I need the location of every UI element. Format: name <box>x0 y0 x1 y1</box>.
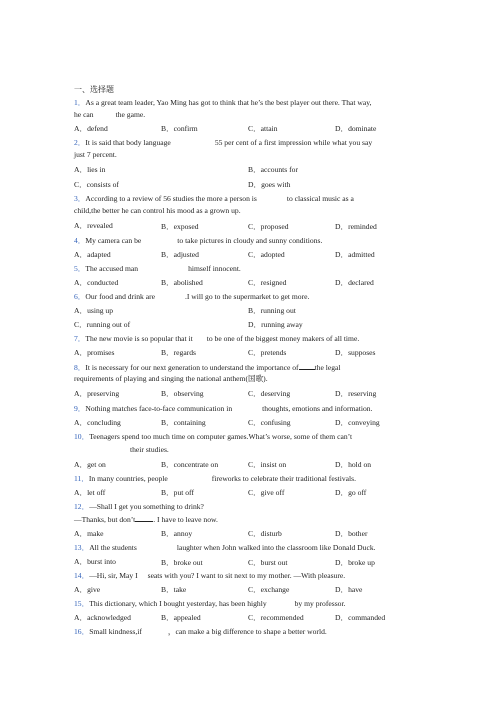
option-b[interactable]: B．concentrate on <box>161 460 219 469</box>
option-a[interactable]: A．lies in <box>74 165 106 174</box>
question-4 <box>74 236 322 245</box>
question-12-cont <box>74 514 218 524</box>
question-number: 5． <box>74 264 86 273</box>
question-number: 14． <box>74 571 90 580</box>
option-a[interactable]: A．using up <box>74 306 114 315</box>
option-c[interactable]: C．resigned <box>248 278 287 287</box>
stem-part: to classical music as a <box>286 194 354 203</box>
option-b[interactable]: B．take <box>161 585 187 594</box>
stem-part: the legal <box>314 363 341 372</box>
option-b[interactable]: B．running out <box>248 306 296 315</box>
question-stem: The new movie is so popular that it <box>85 334 193 343</box>
question-9 <box>74 404 372 413</box>
option-c[interactable]: C．disturb <box>248 529 282 538</box>
option-b[interactable]: B．broke out <box>161 558 203 567</box>
stem-part: . I have to leave now. <box>153 515 218 524</box>
option-d[interactable]: D．bother <box>335 529 368 538</box>
option-c[interactable]: C．insist on <box>248 460 287 469</box>
option-b[interactable]: B．exposed <box>161 222 199 231</box>
option-d[interactable]: D．declared <box>335 278 374 287</box>
question-stem: My camera can be <box>85 236 142 245</box>
stem-part: laughter when John walked into the classroom like Donald Duck. <box>176 543 376 552</box>
option-c[interactable]: C．pretends <box>248 348 287 357</box>
question-stem: Small kindness,if <box>89 627 142 636</box>
question-stem: As a great team leader, Yao Ming has got to think that he’s the best player out there. That way, <box>85 98 372 107</box>
question-11 <box>74 474 356 483</box>
option-c[interactable]: C．adopted <box>248 250 285 259</box>
question-13 <box>74 543 376 552</box>
option-a[interactable]: A．promises <box>74 348 115 357</box>
option-c[interactable]: C．give off <box>248 488 285 497</box>
question-number: 9． <box>74 404 86 413</box>
question-stem: —Hi, sir, May I <box>89 571 138 580</box>
stem-part: fireworks to celebrate their traditional festivals. <box>211 474 357 483</box>
answer-blank[interactable] <box>299 362 315 370</box>
question-5 <box>74 264 241 273</box>
option-c[interactable]: C．running out of <box>74 320 131 329</box>
question-8-cont: requirements of playing and singing the national anthem(国歌). <box>74 374 268 383</box>
option-b[interactable]: B．appealed <box>161 613 201 622</box>
option-a[interactable]: A．preserving <box>74 389 120 398</box>
question-stem: Nothing matches face-to-face communication in <box>85 404 233 413</box>
option-d[interactable]: D．hold on <box>335 460 372 469</box>
option-b[interactable]: B．abolished <box>161 278 203 287</box>
option-b[interactable]: B．regards <box>161 348 197 357</box>
option-d[interactable]: D．reminded <box>335 222 377 231</box>
stem-part: himself innocent. <box>188 264 241 273</box>
option-d[interactable]: D．reserving <box>335 389 377 398</box>
option-b[interactable]: B．containing <box>161 418 206 427</box>
question-stem: Teenagers spend too much time on computer games.What’s worse, some of them can’t <box>89 432 353 441</box>
question-1 <box>74 98 371 107</box>
option-a[interactable]: A．make <box>74 529 104 538</box>
question-stem: Our food and drink are <box>85 292 155 301</box>
stem-part: to be one of the biggest money makers of all time. <box>206 334 360 343</box>
option-b[interactable]: B．confirm <box>161 124 198 133</box>
question-stem: The accused man <box>85 264 139 273</box>
stem-part: to take pictures in cloudy and sunny conditions. <box>177 236 323 245</box>
stem-part: thoughts, emotions and information. <box>262 404 373 413</box>
question-number: 11． <box>74 474 89 483</box>
option-b[interactable]: B．adjusted <box>161 250 199 259</box>
option-b[interactable]: B．put off <box>161 488 194 497</box>
option-d[interactable]: D．broke up <box>335 558 375 567</box>
section-title: 一、选择题 <box>74 85 114 94</box>
option-a[interactable]: A．revealed <box>74 221 113 230</box>
option-c[interactable]: C．consists of <box>74 180 119 189</box>
question-16 <box>74 627 327 636</box>
option-b[interactable]: B．annoy <box>161 529 193 538</box>
question-10-cont: their studies. <box>130 445 169 454</box>
question-number: 7． <box>74 334 86 343</box>
question-15 <box>74 599 345 608</box>
stem-part: seats with you? I want to sit next to my mother. —With pleasure. <box>147 571 346 580</box>
option-a[interactable]: A．burst into <box>74 557 116 566</box>
question-stem: All the students <box>89 543 137 552</box>
question-3-cont: child,the better he can control his mood as a grown up. <box>74 206 241 215</box>
option-d[interactable]: D．go off <box>335 488 367 497</box>
option-a[interactable]: A．let off <box>74 488 106 497</box>
answer-blank[interactable] <box>135 514 153 522</box>
question-number: 15． <box>74 599 90 608</box>
question-1-cont <box>74 110 145 119</box>
question-number: 13． <box>74 543 90 552</box>
option-d[interactable]: D．running away <box>248 320 303 329</box>
option-b[interactable]: B．observing <box>161 389 204 398</box>
question-number: 12． <box>74 502 90 511</box>
question-10 <box>74 432 352 441</box>
question-number: 16． <box>74 627 90 636</box>
option-d[interactable]: D．goes with <box>248 180 291 189</box>
question-number: 6． <box>74 292 86 301</box>
option-a[interactable]: A．concluding <box>74 418 121 427</box>
stem-part: ，can make a big difference to shape a better world. <box>167 627 327 636</box>
option-a[interactable]: A．get on <box>74 460 106 469</box>
question-number: 8． <box>74 363 86 372</box>
option-d[interactable]: D．conveying <box>335 418 380 427</box>
stem-part: he can <box>74 110 94 119</box>
question-number: 3． <box>74 194 86 203</box>
option-c[interactable]: C．deserving <box>248 389 291 398</box>
stem-part: 55 per cent of a first impression while what you say <box>214 138 373 147</box>
option-a[interactable]: A．conducted <box>74 278 119 287</box>
stem-part: the game. <box>115 110 146 119</box>
option-d[interactable]: D．have <box>335 585 363 594</box>
option-c[interactable]: C．exchange <box>248 585 290 594</box>
question-number: 4． <box>74 236 86 245</box>
option-a[interactable]: A．defend <box>74 124 108 133</box>
option-d[interactable]: D．commanded <box>335 613 386 622</box>
option-c[interactable]: C．burst out <box>248 558 288 567</box>
question-8 <box>74 362 341 372</box>
option-a[interactable]: A．adapted <box>74 250 111 259</box>
question-14 <box>74 571 345 580</box>
question-number: 10． <box>74 432 90 441</box>
question-7 <box>74 334 359 343</box>
question-6 <box>74 292 309 301</box>
question-2 <box>74 138 372 147</box>
stem-part: by my professor. <box>294 599 346 608</box>
stem-part: .I will go to the supermarket to get more. <box>184 292 310 301</box>
option-d[interactable]: D．admitted <box>335 250 375 259</box>
question-stem: It is said that body language <box>85 138 171 147</box>
option-c[interactable]: C．proposed <box>248 222 289 231</box>
stem-part: —Thanks, but don’t <box>74 515 136 524</box>
question-stem: It is necessary for our next generation to understand the importance of <box>85 363 299 372</box>
question-stem: This dictionary, which I bought yesterday, has been highly <box>89 599 267 608</box>
option-c[interactable]: C．recommended <box>248 613 304 622</box>
question-12 <box>74 502 204 511</box>
question-3 <box>74 194 354 203</box>
question-stem: In many countries, people <box>88 474 168 483</box>
option-a[interactable]: A．give <box>74 585 101 594</box>
option-d[interactable]: D．supposes <box>335 348 376 357</box>
option-b[interactable]: B．accounts for <box>248 165 298 174</box>
option-a[interactable]: A．acknowledged <box>74 613 131 622</box>
question-2-cont: just 7 percent. <box>74 150 117 159</box>
question-number: 2． <box>74 138 86 147</box>
option-c[interactable]: C．attain <box>248 124 278 133</box>
option-d[interactable]: D．dominate <box>335 124 377 133</box>
option-c[interactable]: C．confusing <box>248 418 291 427</box>
question-number: 1． <box>74 98 86 107</box>
question-stem: —Shall I get you something to drink? <box>89 502 204 511</box>
question-stem: According to a review of 56 studies the more a person is <box>85 194 257 203</box>
